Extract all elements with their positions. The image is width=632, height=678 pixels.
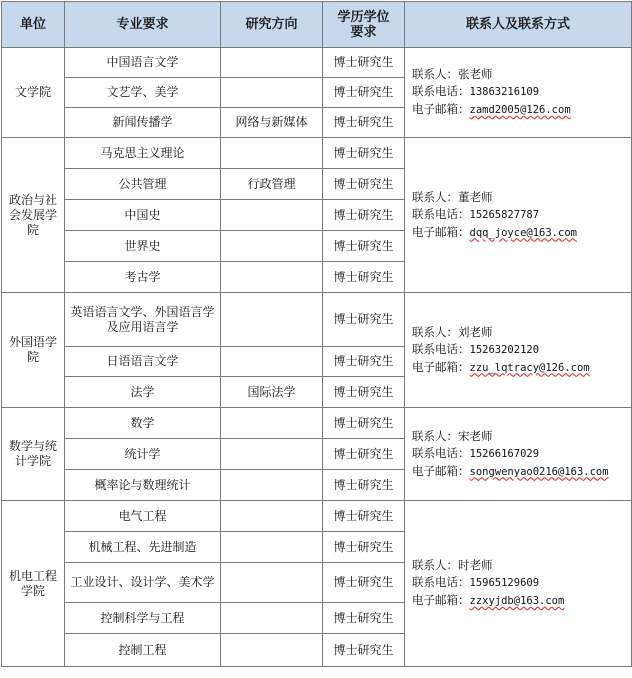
degree-cell: 博士研究生	[323, 501, 405, 532]
major-cell: 控制工程	[65, 634, 221, 667]
header-degree: 学历学位要求	[323, 2, 405, 48]
direction-cell	[221, 262, 323, 293]
phone-label: 联系电话：	[412, 84, 470, 98]
table-row	[2, 138, 632, 169]
unit-cell: 外国语学院	[2, 293, 65, 408]
major-cell: 英语语言文学、外国语言学及应用语言学	[65, 293, 221, 347]
phone-number: 15266167029	[469, 447, 540, 460]
direction-cell	[221, 470, 323, 501]
contact-cell	[405, 293, 632, 408]
contact-phone-line	[412, 206, 628, 224]
email-address[interactable]: zamd2005@126.com	[469, 104, 571, 116]
email-address[interactable]: zzu_lqtracy@126.com	[469, 361, 590, 374]
degree-cell: 博士研究生	[323, 347, 405, 377]
contact-person: 联系人：董老师	[412, 189, 493, 204]
degree-cell: 博士研究生	[323, 200, 405, 231]
major-cell: 马克思主义理论	[65, 138, 221, 169]
email-label: 电子邮箱：	[412, 359, 470, 374]
direction-cell	[221, 138, 323, 169]
email-label: 电子邮箱：	[412, 463, 470, 478]
unit-cell: 数学与统计学院	[2, 408, 65, 501]
degree-cell: 博士研究生	[323, 108, 405, 138]
degree-cell: 博士研究生	[323, 470, 405, 501]
major-cell: 中国语言文学	[65, 48, 221, 78]
contact-phone-line	[412, 574, 628, 592]
direction-cell	[221, 78, 323, 108]
contact-person: 联系人：刘老师	[412, 324, 493, 339]
contact-cell	[405, 408, 632, 501]
degree-cell: 博士研究生	[323, 293, 405, 347]
direction-cell	[221, 501, 323, 532]
contact-phone-line	[412, 341, 628, 359]
phone-label: 联系电话：	[412, 341, 470, 356]
direction-cell	[221, 231, 323, 262]
header-direction: 研究方向	[221, 2, 323, 48]
contact-person: 联系人：时老师	[412, 558, 493, 572]
phone-label: 联系电话：	[412, 575, 470, 589]
header-row	[2, 2, 632, 48]
table-row	[2, 293, 632, 347]
degree-cell: 博士研究生	[323, 563, 405, 603]
degree-cell: 博士研究生	[323, 231, 405, 262]
phone-number: 13863216109	[469, 86, 540, 98]
direction-cell	[221, 200, 323, 231]
unit-cell: 文学院	[2, 48, 65, 138]
email-label: 电子邮箱：	[412, 102, 470, 116]
degree-cell: 博士研究生	[323, 78, 405, 108]
degree-cell: 博士研究生	[323, 634, 405, 667]
contact-email-line	[412, 101, 628, 119]
degree-cell: 博士研究生	[323, 603, 405, 634]
major-cell: 数学	[65, 408, 221, 439]
major-cell: 机械工程、先进制造	[65, 532, 221, 563]
email-address[interactable]: songwenyao0216@163.com	[469, 465, 609, 478]
contact-cell	[405, 501, 632, 667]
major-cell: 法学	[65, 377, 221, 408]
direction-cell	[221, 48, 323, 78]
degree-cell: 博士研究生	[323, 138, 405, 169]
major-cell: 日语语言文学	[65, 347, 221, 377]
major-cell: 文艺学、美学	[65, 78, 221, 108]
major-cell: 统计学	[65, 439, 221, 470]
direction-cell: 国际法学	[221, 377, 323, 408]
major-cell: 中国史	[65, 200, 221, 231]
direction-cell	[221, 532, 323, 563]
contact-email-line	[412, 359, 628, 377]
contact-cell	[405, 48, 632, 138]
major-cell: 世界史	[65, 231, 221, 262]
degree-cell: 博士研究生	[323, 48, 405, 78]
contact-person: 联系人：宋老师	[412, 428, 493, 443]
direction-cell: 行政管理	[221, 169, 323, 200]
recruitment-table	[1, 1, 632, 667]
major-cell: 考古学	[65, 262, 221, 293]
major-cell: 新闻传播学	[65, 108, 221, 138]
degree-cell: 博士研究生	[323, 169, 405, 200]
email-address[interactable]: dqq_joyce@163.com	[469, 226, 577, 239]
direction-cell	[221, 603, 323, 634]
phone-number: 15265827787	[469, 208, 540, 221]
table-row	[2, 48, 632, 78]
phone-label: 联系电话：	[412, 445, 470, 460]
contact-phone-line	[412, 445, 628, 463]
table-row	[2, 408, 632, 439]
unit-cell: 政治与社会发展学院	[2, 138, 65, 293]
degree-cell: 博士研究生	[323, 377, 405, 408]
header-contact: 联系人及联系方式	[405, 2, 632, 48]
contact-email-line	[412, 592, 628, 610]
degree-cell: 博士研究生	[323, 408, 405, 439]
direction-cell	[221, 347, 323, 377]
degree-cell: 博士研究生	[323, 532, 405, 563]
direction-cell	[221, 563, 323, 603]
table-body	[2, 48, 632, 667]
header-unit: 单位	[2, 2, 65, 48]
unit-cell: 机电工程学院	[2, 501, 65, 667]
major-cell: 公共管理	[65, 169, 221, 200]
email-label: 电子邮箱：	[412, 224, 470, 239]
contact-email-line	[412, 224, 628, 242]
phone-number: 15965129609	[469, 577, 540, 589]
header-major: 专业要求	[65, 2, 221, 48]
phone-number: 15263202120	[469, 343, 540, 356]
major-cell: 电气工程	[65, 501, 221, 532]
table-row	[2, 501, 632, 532]
major-cell: 控制科学与工程	[65, 603, 221, 634]
email-label: 电子邮箱：	[412, 593, 470, 607]
direction-cell: 网络与新媒体	[221, 108, 323, 138]
direction-cell	[221, 408, 323, 439]
email-address[interactable]: zzxyjdb@163.com	[469, 595, 565, 607]
phone-label: 联系电话：	[412, 206, 470, 221]
contact-cell	[405, 138, 632, 293]
major-cell: 概率论与数理统计	[65, 470, 221, 501]
contact-email-line	[412, 463, 628, 481]
contact-phone-line	[412, 83, 628, 101]
direction-cell	[221, 293, 323, 347]
contact-person: 联系人：张老师	[412, 67, 493, 81]
direction-cell	[221, 634, 323, 667]
degree-cell: 博士研究生	[323, 439, 405, 470]
major-cell: 工业设计、设计学、美术学	[65, 563, 221, 603]
direction-cell	[221, 439, 323, 470]
degree-cell: 博士研究生	[323, 262, 405, 293]
